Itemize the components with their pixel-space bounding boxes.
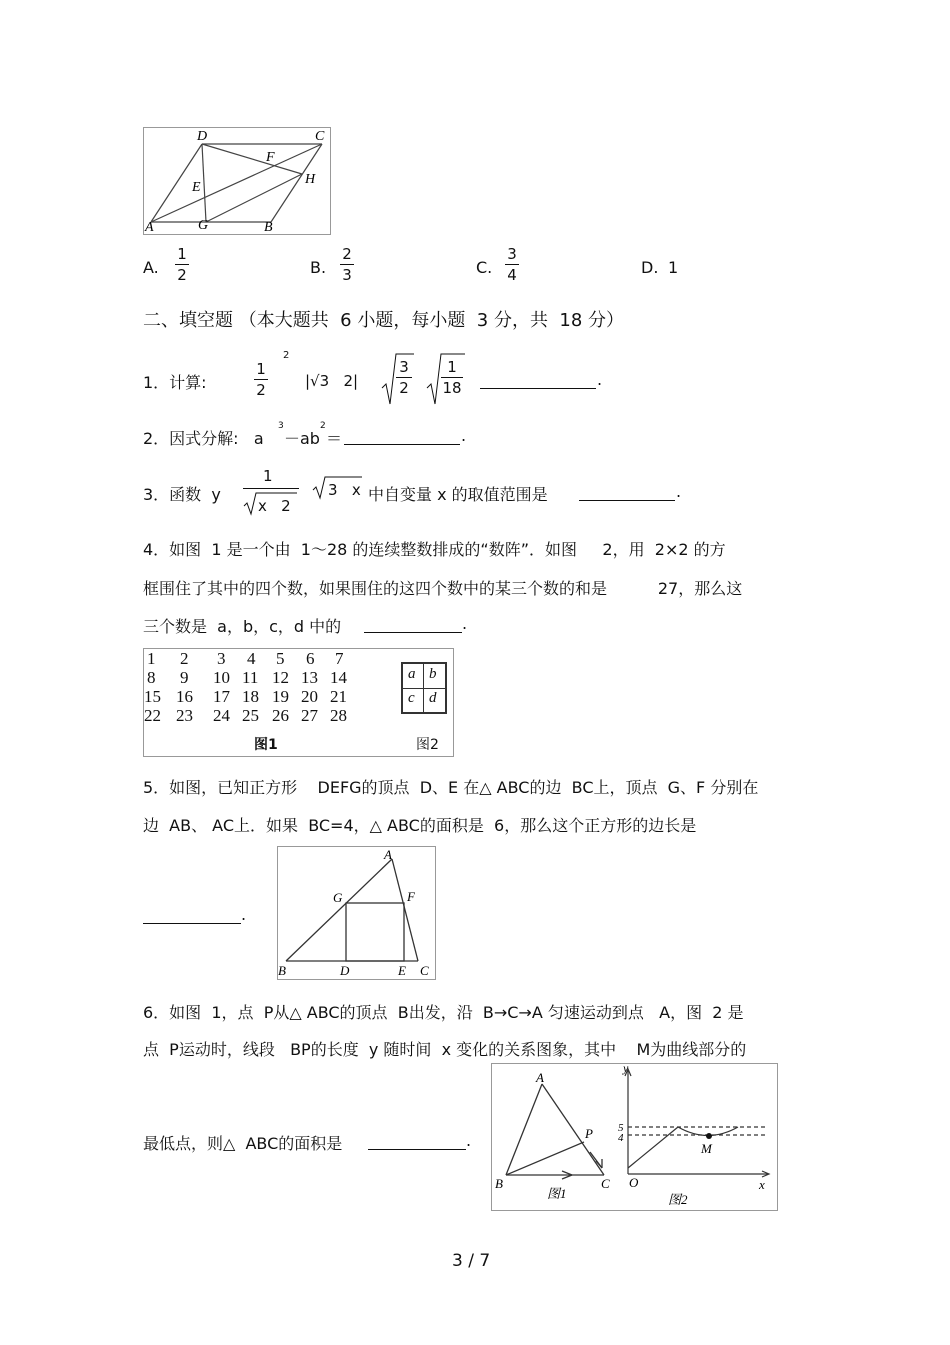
q6-caption-1: 图1 bbox=[547, 1186, 567, 1201]
label-C: C bbox=[315, 129, 325, 144]
q3-prefix: 3．函数 y bbox=[143, 485, 221, 504]
grid-cell: 1 bbox=[147, 649, 156, 668]
label-P: P bbox=[585, 1126, 593, 1141]
parallelogram-figure bbox=[143, 127, 331, 235]
label-y: y bbox=[623, 1064, 629, 1075]
q6-caption-2: 图2 bbox=[668, 1192, 688, 1207]
grid-cell: 7 bbox=[335, 649, 344, 668]
q6-answer-blank[interactable] bbox=[368, 1131, 466, 1150]
q2-answer-blank[interactable] bbox=[344, 426, 460, 445]
q4-end: . bbox=[462, 614, 468, 633]
q5-line-2: 边 AB、 AC上．如果 BC=4，△ ABC的面积是 6，那么这个正方形的边长是 bbox=[143, 816, 697, 835]
motion-diagram bbox=[492, 1064, 777, 1210]
q1-radical-2-fraction bbox=[441, 358, 463, 397]
choice-fraction bbox=[505, 245, 519, 284]
q1-answer-blank[interactable] bbox=[480, 370, 596, 389]
denominator: 2 bbox=[177, 266, 187, 284]
q4-line-2: 框围住了其中的四个数，如果围住的这四个数中的某三个数的和是 27，那么这 bbox=[143, 579, 743, 598]
q2-end: . bbox=[461, 426, 467, 445]
choice-value: 1 bbox=[668, 258, 679, 277]
q3-suffix: 中自变量 x 的取值范围是 bbox=[368, 485, 548, 504]
grid-cell: 13 bbox=[301, 668, 318, 687]
section-title: 二、填空题 （本大题共 6 小题，每小题 3 分，共 18 分） bbox=[143, 310, 625, 331]
q3-radical-content: 3 x bbox=[328, 481, 361, 499]
q4-line-1: 4．如图 1 是一个由 1～28 的连续整数排成的“数阵”．如图 2，用 2×2 的方 bbox=[143, 540, 726, 559]
grid-cell: 25 bbox=[242, 706, 259, 725]
grid-cell: 8 bbox=[147, 668, 156, 687]
box-d: d bbox=[429, 690, 437, 706]
label-A: A bbox=[536, 1070, 544, 1085]
q1-prefix: 1．计算: bbox=[143, 373, 207, 392]
q4-caption-1: 图1 bbox=[254, 737, 278, 753]
triangle-square-diagram bbox=[278, 847, 435, 979]
q5-figure bbox=[277, 846, 436, 980]
grid-cell: 10 bbox=[213, 668, 230, 687]
q3-answer-blank[interactable] bbox=[579, 482, 675, 501]
q6-end: . bbox=[466, 1131, 472, 1150]
q6-figure bbox=[491, 1063, 778, 1211]
q3-denominator: x 2 bbox=[258, 497, 291, 515]
choice-letter: D. bbox=[641, 258, 659, 277]
q1-exponent: 2 bbox=[283, 350, 290, 361]
grid-cell: 5 bbox=[276, 649, 285, 668]
choice-letter: B. bbox=[310, 258, 327, 277]
q2-exponent-1: 3 bbox=[278, 421, 284, 431]
parallelogram-diagram bbox=[144, 128, 330, 234]
q4-caption-2: 图2 bbox=[416, 737, 439, 753]
label-C: C bbox=[420, 963, 429, 978]
grid-cell: 28 bbox=[330, 706, 347, 725]
q1-end: . bbox=[597, 370, 603, 389]
label-D: D bbox=[340, 963, 350, 978]
label-five: 5 bbox=[618, 1122, 624, 1134]
label-A: A bbox=[145, 220, 154, 234]
q2-mid: －ab bbox=[284, 429, 320, 448]
numerator: 2 bbox=[342, 245, 352, 263]
q1-radical-1-fraction bbox=[396, 358, 412, 397]
grid-cell: 15 bbox=[144, 687, 161, 706]
grid-cell: 21 bbox=[330, 687, 347, 706]
label-G: G bbox=[198, 218, 209, 233]
label-E: E bbox=[398, 963, 406, 978]
two-by-two-box bbox=[401, 662, 447, 714]
choice-letter: A. bbox=[143, 258, 159, 277]
numerator: 3 bbox=[399, 358, 409, 376]
grid-cell: 4 bbox=[247, 649, 256, 668]
label-A: A bbox=[384, 847, 392, 862]
denominator: 18 bbox=[442, 379, 462, 397]
choice-fraction bbox=[175, 245, 189, 284]
q2-post: ＝ bbox=[326, 429, 343, 448]
label-four: 4 bbox=[618, 1132, 624, 1144]
grid-cell: 14 bbox=[330, 668, 347, 687]
q4-figure bbox=[143, 648, 454, 757]
grid-cell: 16 bbox=[176, 687, 193, 706]
q6-line-2: 点 P运动时，线段 BP的长度 y 随时间 x 变化的关系图象，其中 M为曲线部分的 bbox=[143, 1040, 747, 1059]
choice-letter: C. bbox=[476, 258, 493, 277]
q1-half-fraction bbox=[254, 360, 268, 399]
point-M bbox=[706, 1133, 712, 1139]
label-M: M bbox=[701, 1141, 712, 1156]
numerator: 3 bbox=[507, 245, 517, 263]
label-F: F bbox=[407, 889, 415, 904]
choice-fraction bbox=[340, 245, 354, 284]
grid-cell: 19 bbox=[272, 687, 289, 706]
denominator: 2 bbox=[399, 379, 409, 397]
grid-cell: 9 bbox=[180, 668, 189, 687]
grid-cell: 24 bbox=[213, 706, 230, 725]
q5-answer-blank[interactable] bbox=[143, 905, 241, 924]
grid-cell: 2 bbox=[180, 649, 189, 668]
q4-line-3: 三个数是 a，b，c，d 中的 bbox=[143, 617, 342, 636]
label-D: D bbox=[197, 129, 208, 144]
page-number: 3 / 7 bbox=[452, 1251, 491, 1271]
q1-abs-part: |√3 2| bbox=[305, 372, 359, 390]
q5-end: . bbox=[241, 905, 247, 924]
q2-exponent-2: 2 bbox=[320, 421, 326, 431]
box-c: c bbox=[408, 690, 415, 706]
label-H: H bbox=[305, 172, 316, 187]
label-x: x bbox=[759, 1177, 765, 1192]
grid-cell: 12 bbox=[272, 668, 289, 687]
box-a: a bbox=[408, 666, 416, 682]
numerator: 1 bbox=[256, 360, 266, 378]
grid-cell: 23 bbox=[176, 706, 193, 725]
grid-cell: 22 bbox=[144, 706, 161, 725]
grid-cell: 6 bbox=[306, 649, 315, 668]
grid-cell: 11 bbox=[242, 668, 259, 687]
label-E: E bbox=[192, 180, 201, 195]
q4-answer-blank[interactable] bbox=[364, 614, 462, 633]
denominator: 3 bbox=[342, 266, 352, 284]
label-O: O bbox=[629, 1175, 639, 1190]
label-F: F bbox=[266, 150, 275, 165]
q5-line-1: 5．如图，已知正方形 DEFG的顶点 D、E 在△ ABC的边 BC上，顶点 G、F 分别在 bbox=[143, 778, 759, 797]
label-C: C bbox=[601, 1176, 610, 1191]
q2-text-pre: 2．因式分解: a bbox=[143, 429, 264, 448]
box-b: b bbox=[429, 666, 437, 682]
q3-numerator: 1 bbox=[263, 467, 273, 485]
label-B: B bbox=[495, 1176, 503, 1191]
grid-cell: 18 bbox=[242, 687, 259, 706]
numerator: 1 bbox=[447, 358, 457, 376]
label-B: B bbox=[264, 220, 273, 234]
numerator: 1 bbox=[177, 245, 187, 263]
denominator: 4 bbox=[507, 266, 517, 284]
grid-cell: 26 bbox=[272, 706, 289, 725]
denominator: 2 bbox=[256, 381, 266, 399]
grid-cell: 17 bbox=[213, 687, 230, 706]
grid-cell: 20 bbox=[301, 687, 318, 706]
q3-end: . bbox=[676, 482, 682, 501]
label-B: B bbox=[278, 963, 286, 978]
label-G: G bbox=[333, 890, 343, 905]
q6-line-3: 最低点，则△ ABC的面积是 bbox=[143, 1134, 343, 1153]
grid-cell: 27 bbox=[301, 706, 318, 725]
q6-line-1: 6．如图 1，点 P从△ ABC的顶点 B出发，沿 B→C→A 匀速运动到点 A，图 2 是 bbox=[143, 1003, 744, 1022]
grid-cell: 3 bbox=[217, 649, 226, 668]
q3-fraction-bar bbox=[243, 488, 299, 489]
